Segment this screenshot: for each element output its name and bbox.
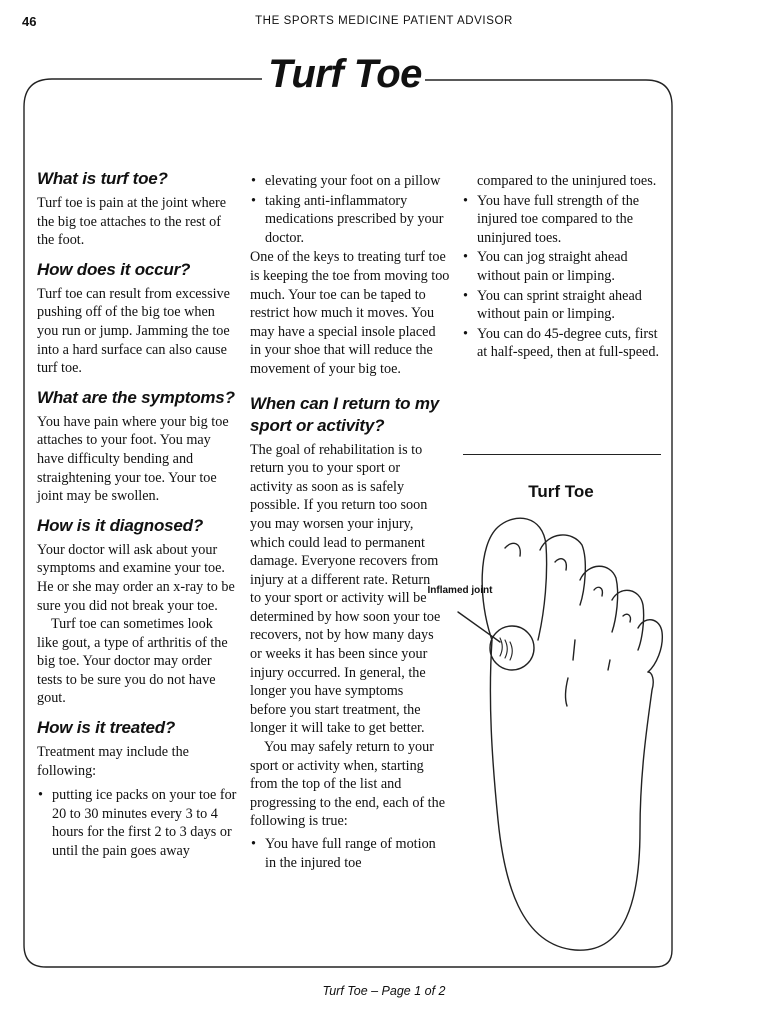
list-item-text: You can jog straight ahead without pain or limping. xyxy=(477,249,628,284)
list-item-text: taking anti-inflammatory medications prescribed by your doctor. xyxy=(265,192,444,246)
sole-line xyxy=(608,660,610,670)
running-header: THE SPORTS MEDICINE PATIENT ADVISOR xyxy=(255,15,513,27)
text-symptoms: You have pain where your big toe attaches to your foot. You may have difficulty bending and straightening your toe. Your toe joint may be swollen. xyxy=(37,413,229,505)
heading-how-occur: How does it occur? xyxy=(37,259,191,279)
heading-symptoms: What are the symptoms? xyxy=(37,387,235,407)
heading-treated: How is it treated? xyxy=(37,718,176,738)
text-continued: compared to the uninjured toes. xyxy=(477,173,657,189)
foot-outline xyxy=(490,640,653,950)
sole-line xyxy=(573,640,575,660)
list-item-text: elevating your foot on a pillow xyxy=(265,173,441,189)
fourth-toe xyxy=(612,590,644,650)
page-footer: Turf Toe – Page 1 of 2 xyxy=(322,984,446,998)
list-item: • taking anti-inflammatory medications prescribed by your doctor. xyxy=(251,192,444,246)
list-item: • You can do 45-degree cuts, first at half-speed, then at full-speed. xyxy=(463,325,659,361)
text-how-occur: Turf toe can result from excessive pushing off of the big toe when you run or jump. Jamming the toe into a hard surface can also cause turf toe. xyxy=(37,285,230,377)
page-title: Turf Toe xyxy=(268,52,422,96)
text-return-when: You may safely return to your sport or activity when, starting from the top of the list and progressing to the end, each of the following is true: xyxy=(250,739,446,830)
list-item: • You have full strength of the injured toe compared to the uninjured toes. xyxy=(463,192,640,246)
list-item-text: putting ice packs on your toe for 20 to 30 minutes every 3 to 4 hours for the first 2 to 3 days or until the pain goes away xyxy=(52,787,237,860)
inflamed-lines xyxy=(500,638,512,660)
text-treatment-keys: One of the keys to treating turf toe is keeping the toe from moving too much. Your toe can be taped to restrict how much it moves. You may have a special insole placed in your shoe that will reduce the movement of your big toe. xyxy=(250,249,450,377)
list-item-text: You have full strength of the injured toe compared to the uninjured toes. xyxy=(477,192,640,246)
toe-crease xyxy=(623,614,630,622)
list-item-text: You can sprint straight ahead without pain or limping. xyxy=(477,287,642,323)
list-item: • elevating your foot on a pillow xyxy=(251,173,441,189)
sole-line xyxy=(566,678,568,706)
list-item: • You can sprint straight ahead without pain or limping. xyxy=(463,287,642,323)
heading-what-is: What is turf toe? xyxy=(37,169,168,188)
page-number: 46 xyxy=(22,14,37,29)
callout-leader xyxy=(458,612,500,642)
toe-crease xyxy=(505,543,520,556)
heading-return: When can I return to my sport or activity? xyxy=(250,393,440,435)
big-toe xyxy=(482,518,546,640)
fifth-toe xyxy=(638,620,662,672)
list-item: • You can jog straight ahead without pain or limping. xyxy=(463,249,628,284)
text-what-is: Turf toe is pain at the joint where the big toe attaches to the rest of the foot. xyxy=(37,195,227,249)
text-treated: Treatment may include the following: xyxy=(37,744,189,779)
text-diagnosed-1: Your doctor will ask about your symptoms and examine your toe. He or she may order an x-ray to be sure you did not break your toe. xyxy=(37,541,235,614)
list-item: • You have full range of motion in the injured toe xyxy=(251,836,436,871)
text-diagnosed-2: Turf toe can sometimes look like gout, a type of arthritis of the big toe. Your doctor may order tests to be sure you do not have gout. xyxy=(37,616,228,707)
toe-crease xyxy=(594,587,602,596)
list-item-text: You have full range of motion in the injured toe xyxy=(265,836,436,871)
toe-crease xyxy=(555,559,566,570)
heading-diagnosed: How is it diagnosed? xyxy=(37,515,204,535)
inflamed-joint-label: Inflamed joint xyxy=(427,585,493,596)
list-item-text: You can do 45-degree cuts, first at half-speed, then at full-speed. xyxy=(477,325,659,361)
figure-title: Turf Toe xyxy=(528,482,594,501)
list-item: • putting ice packs on your toe for 20 to 30 minutes every 3 to 4 hours for the first 2 to 3 days or until the pain goes away xyxy=(38,787,237,860)
text-return-goal: The goal of rehabilitation is to return you to your sport or activity as soon as is safely possible. If you return too soon you may worsen your injury, which could lead to permanent damage. Everyone recovers from injury at a different rate. Return to your sport or activity will be determined by how soon your toe recovers, not by how many days or weeks it has been since your injury occurred. In general, the longer you have symptoms before you start treatment, the longer it will take to get better. xyxy=(250,441,441,737)
